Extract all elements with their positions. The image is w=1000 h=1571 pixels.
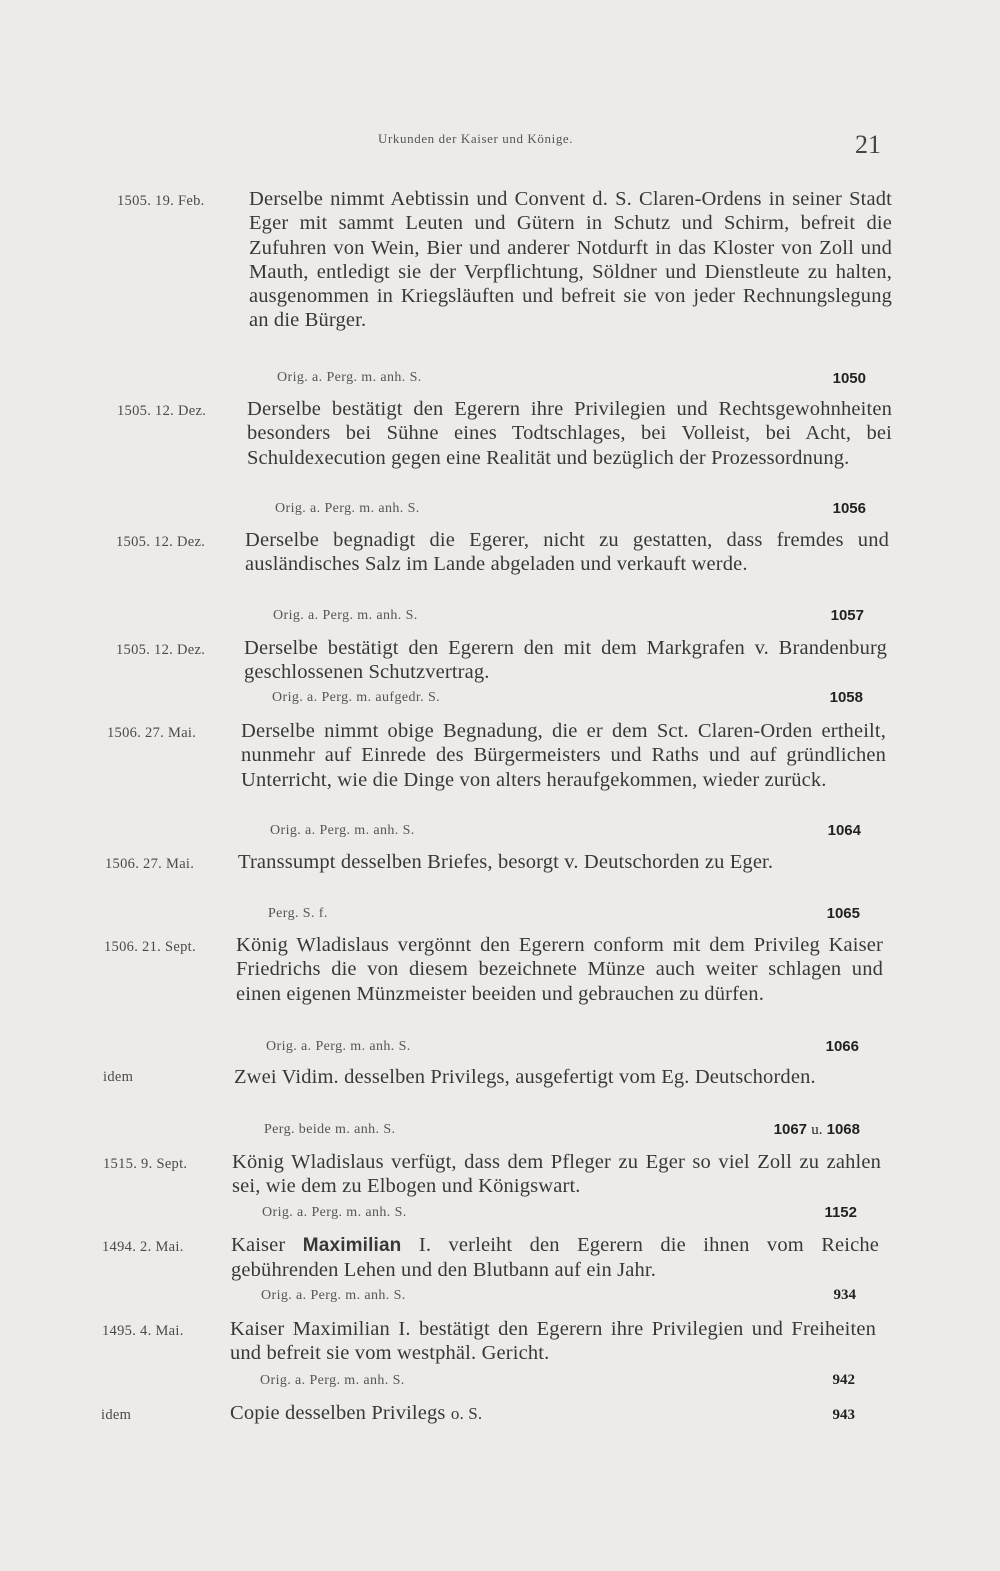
entry-number: 1064 [827,822,861,839]
entry-number: 1050 [832,370,866,387]
entry-number: 1067 [773,1121,808,1138]
entry-text-main: Copie desselben Privilegs [230,1402,446,1424]
entry-text: Derselbe bestätigt den Egerern den mit dem Markgrafen v. Brandenburg geschlossenen Schutzvertrag. [244,637,887,684]
entry-date: 1494. 2. Mai. [102,1239,184,1255]
entry-text: Derselbe nimmt obige Begnadung, die er dem Sct. Claren-Orden ertheilt, nunmehr auf Einrede des Bürgermeisters und Raths und auf gründlichen Unterricht, wie die Dinge von alters heraufgekommen, wieder zurück. [241,720,886,791]
entry-number-range [660,1121,860,1139]
entry-text: König Wladislaus verfügt, dass dem Pfleger zu Eger so viel Zoll zu zahlen sei, wie dem zu Elbogen und Königswart. [232,1151,881,1198]
entry-source: Orig. a. Perg. m. anh. S. [273,608,418,623]
entry-text [230,1401,690,1426]
entry-number-second: 1068 [826,1121,860,1138]
entry-text: Zwei Vidim. desselben Privilegs, ausgefertigt vom Eg. Deutschorden. [234,1066,816,1088]
entry-source: Perg. S. f. [268,906,328,921]
entry-source: Orig. a. Perg. m. anh. S. [270,823,415,838]
entry-date: 1505. 12. Dez. [116,534,206,550]
entry-number: 943 [832,1407,855,1423]
entry-source: Orig. a. Perg. m. anh. S. [266,1039,411,1054]
entry-date: 1505. 12. Dez. [116,642,206,658]
entry-number: 1066 [825,1038,859,1055]
entry-text: Derselbe nimmt Aebtissin und Convent d. S. Claren-Ordens in seiner Stadt Eger mit sammt Leuten und Gütern in Schutz und Schirm, befreit die Zufuhren von Wein, Bier und anderer Notdurft in das Kloster von Zoll und Mauth, entledigt sie der Verpflichtung, Söldner und Dienstleute zu halten, ausgenommen in Kriegsläuften und befreit sie von jeder Rechnungslegung an die Bürger. [249,188,892,332]
entry-date: 1506. 27. Mai. [107,725,197,741]
entry-text-prefix: Kaiser [231,1234,286,1256]
emphasized-name: Maximilian [302,1235,402,1256]
entry-source: Orig. a. Perg. m. anh. S. [261,1288,406,1303]
entry-source: Orig. a. Perg. m. anh. S. [262,1205,407,1220]
entry-date: 1515. 9. Sept. [103,1156,188,1172]
running-title: Urkunden der Kaiser und Könige. [378,131,574,146]
entry-date: 1505. 19. Feb. [117,193,205,209]
entry-number: 942 [832,1372,855,1388]
entry-date: 1506. 21. Sept. [104,939,196,955]
entry-text: Derselbe bestätigt den Egerern ihre Privilegien und Rechtsgewohnheiten besonders bei Sühne eines Todtschlages, bei Volleist, bei Acht, bei Schuldexecution gegen eine Realität und bezüglich der Prozessordnung. [247,398,892,469]
entry-source: Orig. a. Perg. m. aufgedr. S. [272,690,441,705]
number-joiner: u. [811,1122,823,1138]
entry-source: Orig. a. Perg. m. anh. S. [260,1373,405,1388]
entry-number: 934 [833,1287,856,1303]
entry-date: idem [101,1407,132,1423]
entry-source: Orig. a. Perg. m. anh. S. [275,501,420,516]
entry-source: Perg. beide m. anh. S. [264,1122,396,1137]
entry-number: 1065 [826,905,860,922]
entry-text: Derselbe begnadigt die Egerer, nicht zu gestatten, dass fremdes und ausländisches Salz im Lande abgeladen und verkauft werde. [245,529,889,576]
entry-text: Transsumpt desselben Briefes, besorgt v. Deutschorden zu Eger. [238,851,774,873]
entry-number: 1056 [832,500,866,517]
entry-number: 1058 [829,689,863,706]
entry-text-rest: I. verleiht den Egerern die ihnen vom Reiche gebührenden Lehen und den Blutbann auf ein Jahr. [231,1234,880,1282]
entry-number: 1057 [830,607,864,624]
entry-date: idem [103,1069,134,1085]
page-number: 21 [855,130,881,159]
entry-note: o. S. [450,1404,483,1423]
entry-date: 1506. 27. Mai. [105,856,195,872]
entry-text: König Wladislaus vergönnt den Egerern conform mit dem Privileg Kaiser Friedrichs die von diesem bezeichnete Münze auch weiter schlagen und einen eigenen Münzmeister beeiden und gebrauchen zu dürfen. [236,934,883,1005]
entry-text: Kaiser Maximilian I. bestätigt den Egerern ihre Privilegien und Freiheiten und befreit sie vom westphäl. Gericht. [230,1318,876,1365]
entry-date: 1495. 4. Mai. [102,1323,184,1339]
entry-number: 1152 [824,1204,857,1221]
entry-source: Orig. a. Perg. m. anh. S. [277,370,422,385]
entry-date: 1505. 12. Dez. [117,403,207,419]
entry-text [231,1233,879,1283]
